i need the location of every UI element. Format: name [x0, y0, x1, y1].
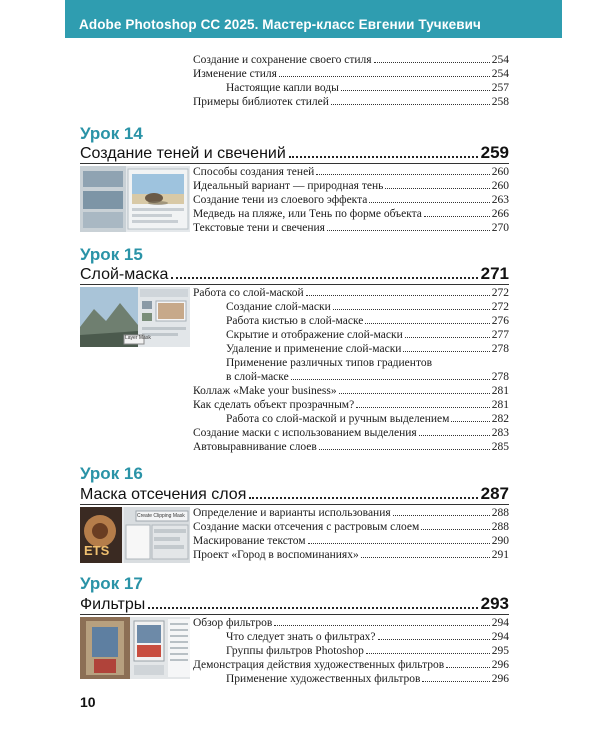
toc-entry-page: 258 — [491, 96, 509, 108]
toc-entry-page: 260 — [491, 180, 509, 192]
toc-entry[interactable] — [226, 328, 509, 342]
toc-entry[interactable] — [226, 342, 509, 356]
dot-leader — [356, 406, 490, 408]
toc-entry-page: 254 — [491, 54, 509, 66]
dot-leader — [289, 155, 478, 158]
dot-leader — [361, 556, 490, 558]
toc-entry-text: Работа со слой-маской — [193, 287, 304, 299]
chapter-rule — [80, 614, 509, 615]
toc-entry[interactable] — [193, 398, 509, 412]
toc-entry[interactable] — [193, 658, 509, 672]
toc-entry-text: Медведь на пляже, или Тень по форме объекта — [193, 208, 422, 220]
dot-leader — [405, 336, 490, 338]
toc-entry-text: Определение и варианты использования — [193, 507, 391, 519]
toc-entry-text: Создание слой-маски — [226, 301, 331, 313]
toc-entry[interactable] — [193, 506, 509, 520]
toc-entry-text: Как сделать объект прозрачным? — [193, 399, 355, 411]
toc-entry[interactable] — [193, 53, 509, 67]
book-title: Adobe Photoshop CC 2025. Мастер-класс Евгении Тучкевич — [79, 17, 481, 32]
toc-entry[interactable] — [193, 221, 509, 235]
toc-entry[interactable] — [226, 644, 509, 658]
toc-entry-text: в слой-маске — [226, 371, 289, 383]
dot-leader — [403, 350, 489, 352]
toc-entry-page: 278 — [491, 371, 509, 383]
toc-entry-page: 272 — [491, 301, 509, 313]
toc-entry-page: 270 — [491, 222, 509, 234]
toc-entry[interactable] — [226, 81, 509, 95]
dot-leader — [451, 420, 489, 422]
toc-entry[interactable] — [226, 314, 509, 328]
dot-leader — [274, 624, 489, 626]
toc-entry-page: 290 — [491, 535, 509, 547]
toc-entry-page: 257 — [491, 82, 509, 94]
layer-mask-label: Layer Mask — [125, 335, 151, 341]
toc-entry-text: Проект «Город в воспоминаниях» — [193, 549, 359, 561]
toc-entry-text: Текстовые тени и свечения — [193, 222, 325, 234]
toc-entry-page: 291 — [491, 549, 509, 561]
dot-leader — [308, 542, 490, 544]
chapter-title-text: Создание теней и свечений — [80, 145, 286, 162]
chapter-title[interactable] — [80, 264, 509, 284]
dot-leader — [446, 666, 490, 668]
toc-entry-text: Работа кистью в слой-маске — [226, 315, 364, 327]
create-clipping-mask-label: Create Clipping Mask — [137, 513, 185, 519]
dot-leader — [316, 173, 489, 175]
toc-entry[interactable] — [193, 67, 509, 81]
toc-entry-text: Создание маски отсечения с растровым слоем — [193, 521, 420, 533]
toc-entry-page: 296 — [491, 673, 509, 685]
lesson-17-thumbnail — [80, 617, 190, 679]
toc-entry-text: Изменение стиля — [193, 68, 277, 80]
toc-entry[interactable] — [193, 534, 509, 548]
toc-entry-page: 294 — [491, 631, 509, 643]
toc-entry-text: Примеры библиотек стилей — [193, 96, 329, 108]
dot-leader — [366, 652, 490, 654]
page-number: 10 — [80, 694, 96, 710]
chapter-title-text: Фильтры — [80, 596, 146, 613]
toc-entry-text: Удаление и применение слой-маски — [226, 343, 402, 355]
lesson-label: Урок 16 — [80, 464, 143, 483]
toc-entry[interactable] — [226, 672, 509, 686]
toc-entry-text: Создание и сохранение своего стиля — [193, 54, 372, 66]
header-bar — [65, 0, 562, 38]
chapter-rule — [80, 163, 509, 164]
lesson-label: Урок 15 — [80, 245, 143, 264]
dot-leader — [279, 75, 490, 77]
toc-entry[interactable] — [193, 426, 509, 440]
dot-leader — [421, 528, 490, 530]
toc-entry-text: Идеальный вариант — природная тень — [193, 180, 384, 192]
toc-entry-text: Автовыравнивание слоев — [193, 441, 317, 453]
dot-leader — [385, 187, 489, 189]
toc-entry-text: Демонстрация действия художественных фильтров — [193, 659, 445, 671]
lesson-label: Урок 17 — [80, 574, 143, 593]
toc-entry-text: Работа со слой-маской и ручным выделением — [226, 413, 450, 425]
toc-entry-page: 263 — [491, 194, 509, 206]
toc-entry[interactable] — [193, 384, 509, 398]
chapter-title[interactable] — [80, 143, 509, 163]
dot-leader — [424, 215, 490, 217]
toc-entry[interactable] — [226, 630, 509, 644]
toc-entry-text: Скрытие и отображение слой-маски — [226, 329, 403, 341]
dot-leader — [171, 276, 477, 279]
ets-graphic-text: ETS — [84, 543, 110, 558]
chapter-title[interactable] — [80, 594, 509, 614]
toc-entry-page: 281 — [491, 399, 509, 411]
toc-entry-text[interactable]: Применение различных типов градиентов — [226, 357, 432, 369]
dot-leader — [327, 229, 490, 231]
toc-entry-page: 294 — [491, 617, 509, 629]
dot-leader — [291, 378, 490, 380]
toc-entry[interactable] — [193, 548, 509, 562]
toc-entry-page: 272 — [491, 287, 509, 299]
chapter-page: 293 — [480, 594, 509, 613]
toc-entry[interactable] — [193, 520, 509, 534]
toc-entry[interactable] — [193, 207, 509, 221]
chapter-page: 259 — [480, 143, 509, 162]
toc-entry-page: 266 — [491, 208, 509, 220]
toc-entry-page: 296 — [491, 659, 509, 671]
toc-entry-text: Что следует знать о фильтрах? — [226, 631, 376, 643]
dot-leader — [306, 294, 490, 296]
dot-leader — [378, 638, 490, 640]
dot-leader — [393, 514, 490, 516]
toc-entry-page: 282 — [491, 413, 509, 425]
toc-entry-page: 283 — [491, 427, 509, 439]
dot-leader — [331, 103, 490, 105]
toc-entry-page: 285 — [491, 441, 509, 453]
toc-entry-text: Применение художественных фильтров — [226, 673, 421, 685]
dot-leader — [419, 434, 490, 436]
toc-entry-page: 276 — [491, 315, 509, 327]
toc-entry-text: Коллаж «Make your business» — [193, 385, 337, 397]
dot-leader — [339, 392, 490, 394]
chapter-page: 271 — [480, 264, 509, 283]
toc-entry-page: 281 — [491, 385, 509, 397]
dot-leader — [249, 496, 477, 499]
toc-entry[interactable] — [193, 616, 509, 630]
toc-entry-page: 288 — [491, 521, 509, 533]
lesson-16-thumbnail — [80, 507, 190, 563]
toc-entry-text: Настоящие капли воды — [226, 82, 339, 94]
chapter-rule — [80, 504, 509, 505]
toc-entry-text: Группы фильтров Photoshop — [226, 645, 364, 657]
dot-leader — [341, 89, 490, 91]
chapter-page: 287 — [480, 484, 509, 503]
toc-entry-text: Создание тени из слоевого эффекта — [193, 194, 368, 206]
dot-leader — [148, 606, 477, 609]
toc-entry[interactable] — [193, 95, 509, 109]
dot-leader — [365, 322, 489, 324]
toc-entry[interactable] — [226, 300, 509, 314]
toc-entry-text: Способы создания теней — [193, 166, 315, 178]
lesson-14-thumbnail — [80, 166, 190, 232]
toc-entry[interactable] — [193, 286, 509, 300]
dot-leader — [369, 201, 489, 203]
dot-leader — [333, 308, 490, 310]
toc-entry[interactable] — [193, 179, 509, 193]
dot-leader — [374, 61, 490, 63]
chapter-title-text: Маска отсечения слоя — [80, 486, 247, 503]
toc-entry-text: Обзор фильтров — [193, 617, 273, 629]
toc-entry-page: 277 — [491, 329, 509, 341]
toc-entry-page: 254 — [491, 68, 509, 80]
toc-entry[interactable] — [193, 440, 509, 454]
toc-entry[interactable] — [193, 165, 509, 179]
chapter-rule — [80, 284, 509, 285]
toc-entry[interactable] — [193, 193, 509, 207]
toc-entry-page: 278 — [491, 343, 509, 355]
lesson-15-thumbnail — [80, 287, 190, 347]
lesson-label: Урок 14 — [80, 124, 143, 143]
chapter-title[interactable] — [80, 484, 509, 504]
toc-entry-page: 295 — [491, 645, 509, 657]
chapter-title-text: Слой-маска — [80, 266, 169, 283]
toc-entry-page: 288 — [491, 507, 509, 519]
dot-leader — [319, 448, 490, 450]
toc-entry[interactable] — [226, 370, 509, 384]
dot-leader — [422, 680, 489, 682]
toc-entry-page: 260 — [491, 166, 509, 178]
toc-entry-text: Маскирование текстом — [193, 535, 306, 547]
toc-entry-text: Создание маски с использованием выделения — [193, 427, 417, 439]
toc-entry[interactable] — [226, 412, 509, 426]
